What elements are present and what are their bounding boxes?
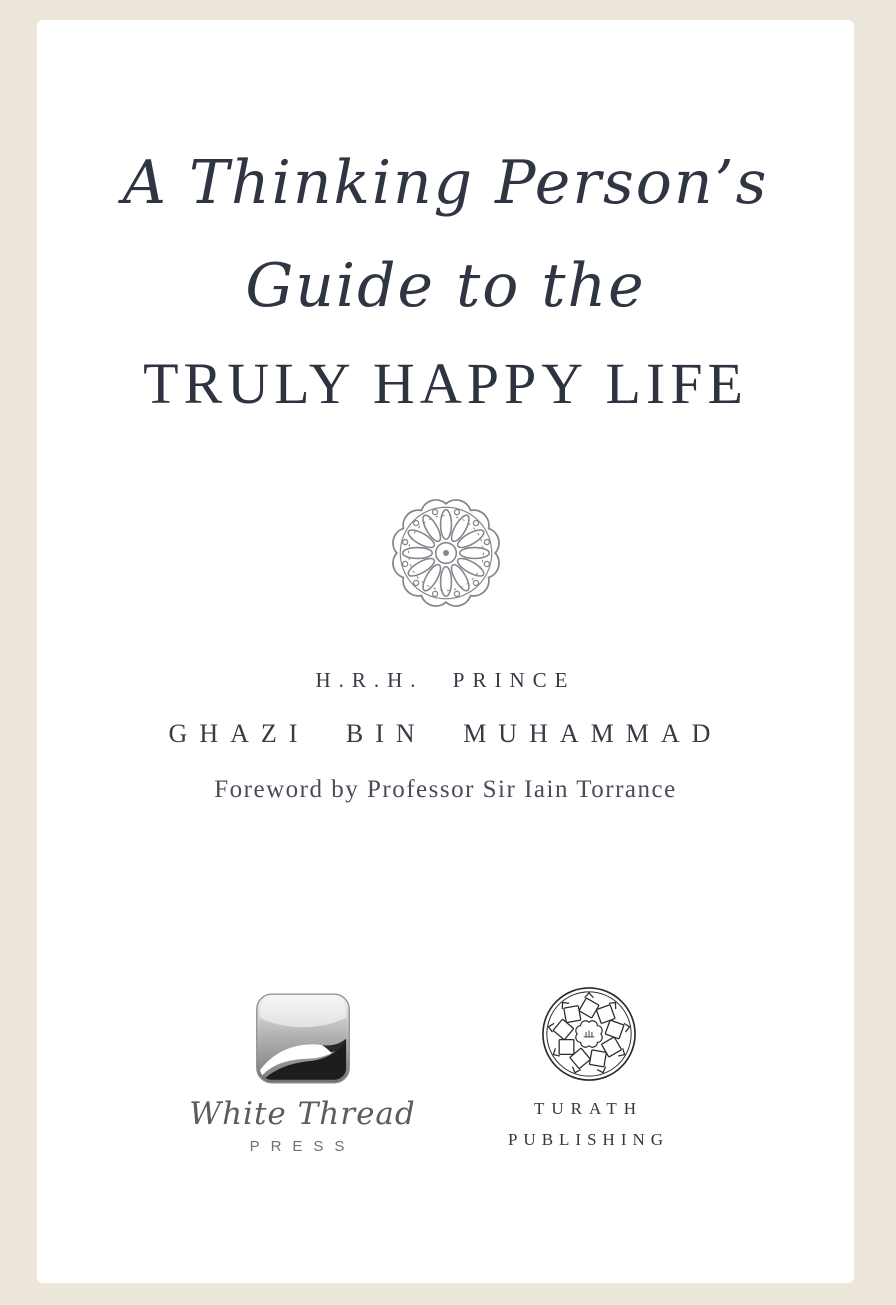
title-line-3: TRULY HAPPY LIFE xyxy=(143,351,748,416)
turath-name-line1: TURATH xyxy=(533,1099,644,1118)
white-thread-press-name: White Thread xyxy=(189,1096,416,1132)
title-line-1: A Thinking Person’s xyxy=(122,148,769,218)
foreword-credit: Foreword by Professor Sir Iain Torrance xyxy=(214,776,677,803)
book-title xyxy=(123,132,769,430)
publisher-logos-row xyxy=(37,985,854,1155)
title-line-2: Guide to the xyxy=(245,251,646,321)
book-title-page xyxy=(37,20,854,1283)
turath-publishing-block xyxy=(474,985,704,1150)
turath-publishing-icon xyxy=(540,985,638,1083)
white-thread-press-icon xyxy=(256,993,350,1084)
author-prefix: H.R.H. PRINCE xyxy=(315,668,576,692)
white-thread-press-sublabel: PRESS xyxy=(249,1138,356,1155)
rosette-ornament-icon xyxy=(387,494,505,612)
turath-name-line2: PUBLISHING xyxy=(507,1130,670,1149)
author-block xyxy=(169,668,723,804)
author-name: GHAZI BIN MUHAMMAD xyxy=(168,719,723,748)
white-thread-press-block xyxy=(188,985,418,1155)
